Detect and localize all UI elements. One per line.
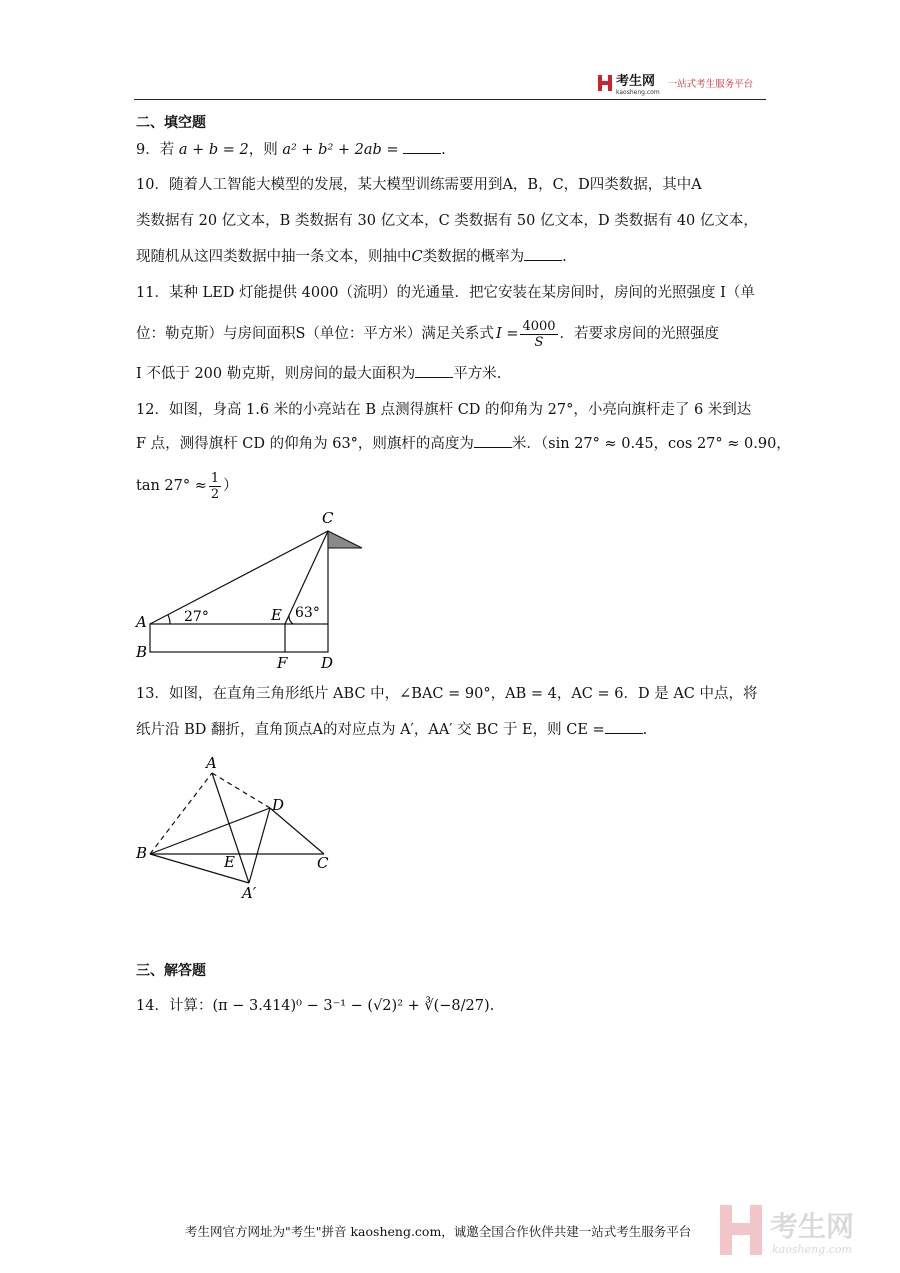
watermark-domain: kaosheng.com: [772, 1243, 852, 1256]
question-14: [136, 996, 494, 1016]
q11-answer-blank[interactable]: [415, 365, 453, 378]
header-divider: [134, 99, 766, 100]
section-title-fill-in: 二、填空题: [136, 115, 206, 131]
q11-line3-b: 平方米.: [453, 366, 502, 382]
q11-frac-num: 4000: [522, 318, 556, 334]
header-brand: 考生网: [616, 74, 656, 89]
q12-answer-blank[interactable]: [474, 435, 512, 448]
question-9: [136, 140, 446, 160]
q10-answer-blank[interactable]: [524, 248, 562, 261]
q13-label-b: B: [136, 844, 148, 862]
q11-line2: [136, 314, 719, 354]
q12-line2: [136, 434, 791, 454]
q12-flag: [328, 531, 362, 548]
q10-line1: 10．随着人工智能大模型的发展，某大模型训练需要用到A，B，C，D四类数据，其中A: [136, 177, 702, 193]
q12-line1: 12．如图，身高 1.6 米的小亮站在 B 点测得旗杆 CD 的仰角为 27°，小亮向旗杆走了 6 米到达: [136, 402, 752, 418]
q11-line3: [136, 364, 501, 384]
q13-line2: [136, 720, 647, 740]
q11-line3-a: I 不低于 200 勒克斯，则房间的最大面积为: [136, 366, 416, 382]
q14-expr: (π − 3.414)⁰ − 3⁻¹ − (√2)² + ∛(−8/27): [212, 998, 490, 1014]
q14-prefix: 14．计算：: [136, 998, 213, 1014]
q12-tan-den: 2: [210, 486, 220, 502]
q13-label-d: D: [272, 796, 285, 814]
q13-label-a: A: [206, 754, 217, 772]
q11-frac-den: S: [534, 334, 544, 350]
footer-text: 考生网官方网址为"考生"拼音 kaosheng.com，诚邀全国合作伙伴共建一站式考生服务平台: [185, 1224, 692, 1239]
q9-answer-blank[interactable]: [403, 141, 441, 154]
q9-expr1: a + b = 2: [178, 142, 249, 158]
q10-line3-b: 类数据的概率为: [422, 249, 525, 265]
q13-line-da2: [249, 808, 270, 883]
q9-end: .: [441, 142, 446, 158]
watermark-logo-icon: [718, 1203, 888, 1259]
q12-label-d: D: [321, 654, 334, 672]
q12-tan-num: 1: [210, 470, 220, 486]
q11-lhs: I =: [495, 326, 519, 342]
watermark-brand: 考生网: [770, 1210, 855, 1243]
q11-fraction: [520, 319, 557, 350]
q13-label-e: E: [224, 853, 235, 871]
q12-angle-arc-a: [168, 615, 170, 624]
q13-answer-blank[interactable]: [605, 721, 643, 734]
q12-line3: [136, 466, 238, 506]
q11-line1: 11．某种 LED 灯能提供 4000（流明）的光通量．把它安装在某房间时，房间的光照强度 I（单: [136, 285, 755, 301]
q13-end: .: [642, 722, 648, 738]
footer-watermark: [718, 1203, 888, 1259]
q12-label-e: E: [271, 606, 282, 624]
q9-expr2: a² + b² + 2ab =: [282, 142, 399, 158]
q10-line2: 类数据有 20 亿文本，B 类数据有 30 亿文本，C 类数据有 50 亿文本，D 类数据有 40 亿文本，: [136, 213, 758, 229]
q11-line2-b: ．若要求房间的光照强度: [559, 326, 720, 342]
q13-line1: 13．如图，在直角三角形纸片 ABC 中，∠BAC = 90°，AB = 4，AC = 6．D 是 AC 中点，将: [136, 686, 758, 702]
q12-tan-lhs: tan 27° ≈: [136, 478, 207, 494]
q12-rect-person: [150, 624, 328, 652]
q10-line3: [136, 247, 567, 267]
q9-mid: ，则: [248, 142, 278, 158]
q12-tan-fraction: [209, 471, 221, 502]
q12-line2-a: F 点，测得旗杆 CD 的仰角为 63°，则旗杆的高度为: [136, 436, 474, 452]
section-title-answer: 三、解答题: [136, 963, 206, 979]
q10-end: .: [562, 249, 567, 265]
q12-tan-end: ）: [223, 478, 238, 494]
header-slogan: 一站式考生服务平台: [667, 79, 754, 90]
q12-line2-b: 米．（sin 27° ≈ 0.45，cos 27° ≈ 0.90，: [511, 436, 791, 452]
q12-label-f: F: [277, 654, 288, 672]
kaosheng-logo-icon: [598, 75, 612, 91]
q12-angle-63: 63°: [295, 605, 320, 621]
q13-label-a-prime: A′: [242, 884, 257, 902]
header-logo: [598, 72, 768, 94]
q12-label-a: A: [136, 613, 147, 631]
q10-line3-a: 现随机从这四类数据中抽一条文本，则抽中: [136, 249, 412, 265]
q9-num: 9．若: [136, 142, 175, 158]
q12-angle-27: 27°: [184, 609, 209, 625]
q10-var-c: C: [411, 249, 423, 265]
q12-label-c: C: [322, 509, 334, 527]
q12-figure: [130, 505, 380, 675]
q13-label-c: C: [317, 854, 329, 872]
q11-line2-a: 位：勒克斯）与房间面积S（单位：平方米）满足关系式: [136, 326, 494, 342]
q12-angle-arc-e: [289, 615, 293, 624]
q13-line-ad: [212, 773, 270, 808]
q13-line2-a: 纸片沿 BD 翻折，直角顶点A的对应点为 A′，AA′ 交 BC 于 E，则 CE =: [136, 722, 605, 738]
header-domain: kaosheng.com: [616, 89, 660, 96]
q13-figure: [130, 750, 350, 905]
q13-line-dc: [270, 808, 324, 854]
q12-label-b: B: [136, 643, 148, 661]
q14-end: .: [489, 998, 495, 1014]
